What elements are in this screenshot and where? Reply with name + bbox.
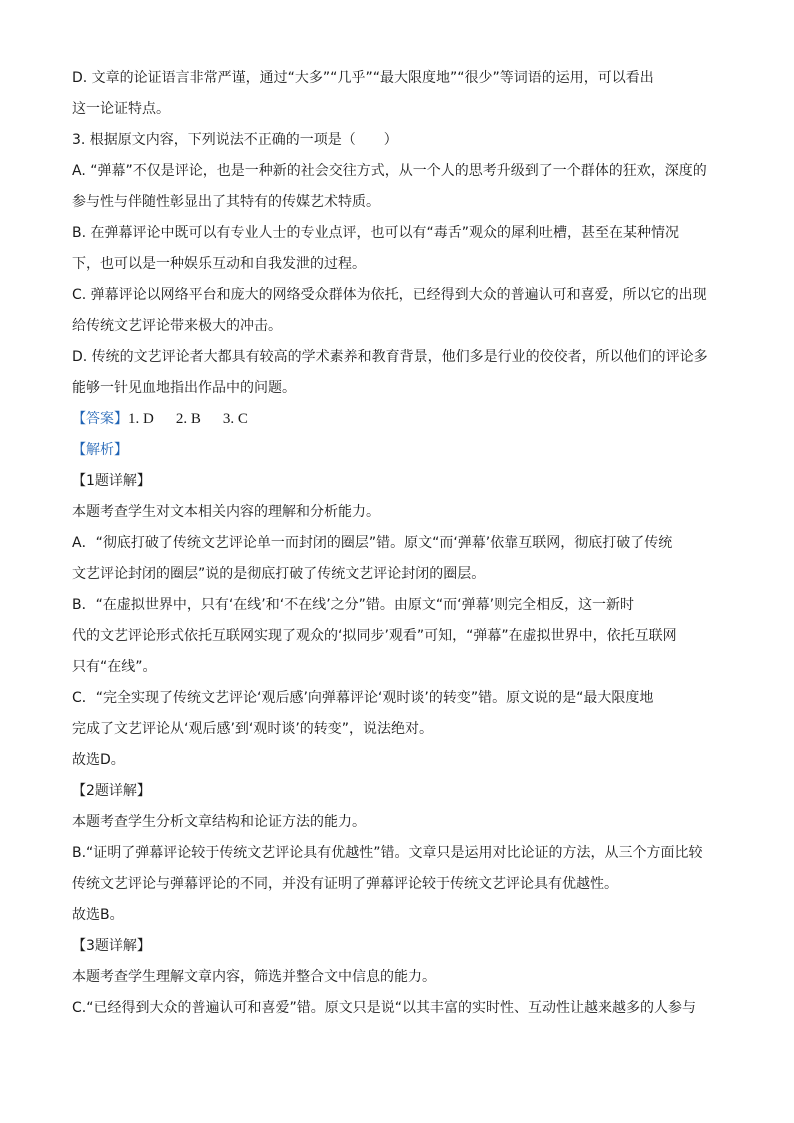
q3-option-a-line-1: A. “弹幕”不仅是评论，也是一种新的社会交往方式，从一个人的思考升级到了一个群体的狂欢，深度的 bbox=[72, 163, 707, 179]
q3-line-2: C.“已经得到大众的普遍认可和喜爱”错。原文只是说“以其丰富的实时性、互动性让越来越多的人参与 bbox=[72, 1000, 696, 1016]
q2-line-1: 本题考查学生分析文章结构和论证方法的能力。 bbox=[72, 814, 366, 830]
q1-line-7: C．“完全实现了传统文艺评论‘观后感’向弹幕评论‘观时谈’的转变”错。原文说的是“最大限度地 bbox=[72, 690, 654, 706]
answer-line bbox=[72, 409, 722, 429]
answer-item-3: 3. C bbox=[222, 411, 248, 427]
q3-option-c-line-1: C. 弹幕评论以网络平台和庞大的网络受众群体为依托，已经得到大众的普遍认可和喜爱，所以它的出现 bbox=[72, 287, 707, 303]
q1-conclusion: 故选D。 bbox=[72, 752, 125, 768]
q3-option-a-line-2: 参与性与伴随性彰显出了其特有的传媒艺术特质。 bbox=[72, 194, 380, 210]
analysis-tag: 【解析】 bbox=[72, 442, 128, 458]
q1-line-3: 文艺评论封闭的圈层”说的是彻底打破了传统文艺评论封闭的圈层。 bbox=[72, 566, 486, 582]
q3-option-b-line-2: 下，也可以是一种娱乐互动和自我发泄的过程。 bbox=[72, 256, 366, 272]
q3-heading: 【3题详解】 bbox=[72, 938, 151, 954]
q1-line-5: 代的文艺评论形式依托互联网实现了观众的‘拟同步’观看”可知，“弹幕”在虚拟世界中，依托互联网 bbox=[72, 628, 677, 644]
option-d-line-1: D. 文章的论证语言非常严谨，通过“大多”“几乎”“最大限度地”“很少”等词语的运用，可以看出 bbox=[72, 70, 654, 86]
q2-line-3: 传统文艺评论与弹幕评论的不同，并没有证明了弹幕评论较于传统文艺评论具有优越性。 bbox=[72, 876, 618, 892]
q3-option-d-line-2: 能够一针见血地指出作品中的问题。 bbox=[72, 380, 296, 396]
answer-item-1: 1. D bbox=[128, 411, 154, 427]
q2-heading: 【2题详解】 bbox=[72, 783, 151, 799]
q2-conclusion: 故选B。 bbox=[72, 907, 124, 923]
q1-heading: 【1题详解】 bbox=[72, 473, 151, 489]
q3-option-c-line-2: 给传统文艺评论带来极大的冲击。 bbox=[72, 318, 282, 334]
q3-line-1: 本题考查学生理解文章内容，筛选并整合文中信息的能力。 bbox=[72, 969, 436, 985]
q3-option-b-line-1: B. 在弹幕评论中既可以有专业人士的专业点评，也可以有“毒舌”观众的犀利吐槽，甚至在某种情况 bbox=[72, 225, 680, 241]
question-3-stem: 3. 根据原文内容，下列说法不正确的一项是（ ） bbox=[72, 132, 398, 148]
q2-line-2: B.“证明了弹幕评论较于传统文艺评论具有优越性”错。文章只是运用对比论证的方法，从三个方面比较 bbox=[72, 845, 703, 861]
option-d-line-2: 这一论证特点。 bbox=[72, 101, 170, 117]
q1-line-2: A．“彻底打破了传统文艺评论单一而封闭的圈层”错。原文“而‘弹幕’依靠互联网，彻底打破了传统 bbox=[72, 535, 673, 551]
answer-tag: 【答案】 bbox=[72, 411, 128, 427]
q1-line-6: 只有“在线”。 bbox=[72, 659, 157, 675]
q1-line-4: B．“在虚拟世界中，只有‘在线’和‘不在线’之分”错。由原文“而‘弹幕’则完全相反，这一新时 bbox=[72, 597, 635, 613]
q3-option-d-line-1: D. 传统的文艺评论者大都具有较高的学术素养和教育背景，他们多是行业的佼佼者，所以他们的评论多 bbox=[72, 349, 708, 365]
q1-line-1: 本题考查学生对文本相关内容的理解和分析能力。 bbox=[72, 504, 380, 520]
answer-item-2: 2. B bbox=[175, 411, 201, 427]
q1-line-8: 完成了文艺评论从‘观后感’到‘观时谈’的转变”，说法绝对。 bbox=[72, 721, 434, 737]
